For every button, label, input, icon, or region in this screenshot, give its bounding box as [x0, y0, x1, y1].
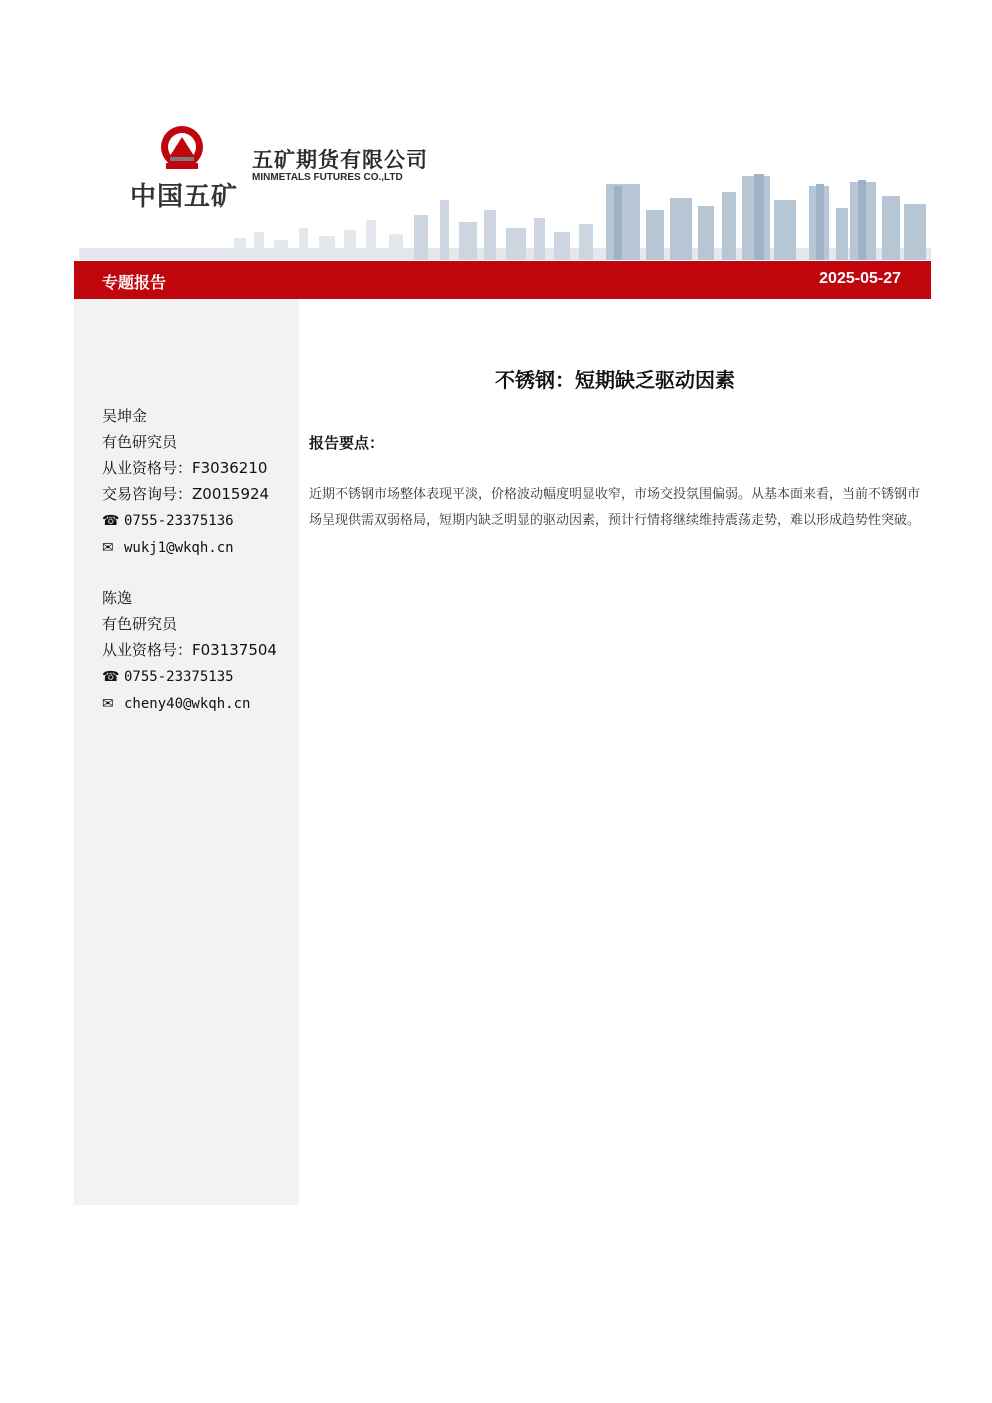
- analyst-phone: [102, 663, 277, 690]
- report-type-bar: [74, 261, 931, 299]
- mail-icon: ✉: [102, 540, 114, 556]
- analyst-role: 有色研究员: [102, 433, 178, 451]
- analyst-sidebar: [74, 299, 299, 1205]
- analyst-phone: [102, 507, 269, 534]
- analyst-card: [102, 403, 269, 561]
- key-points-summary: 近期不锈钢市场整体表现平淡，价格波动幅度明显收窄，市场交投氛围偏弱。从基本面来看，当前不锈钢市场呈现供需双弱格局，短期内缺乏明显的驱动因素，预计行情将继续维持震荡走势，难以形成趋势性突破。: [309, 487, 921, 528]
- group-logo-text: 中国五矿: [130, 182, 239, 212]
- report-date: 2025-05-27: [819, 270, 901, 287]
- email-link[interactable]: wukj1@wkqh.cn: [124, 540, 234, 556]
- report-type-label: 专题报告: [102, 273, 167, 292]
- phone-icon: ☎: [102, 513, 120, 529]
- analyst-qualification: 从业资格号：F03137504: [102, 641, 277, 659]
- analyst-name: 陈逸: [102, 589, 133, 607]
- report-header: [74, 100, 931, 260]
- mail-icon: ✉: [102, 696, 114, 712]
- key-points-heading: 报告要点：: [309, 434, 385, 452]
- china-minmetals-logo: [158, 125, 206, 173]
- company-name-cn: 五矿期货有限公司: [252, 148, 428, 172]
- analyst-advisory-number: 交易咨询号：Z0015924: [102, 485, 270, 503]
- analyst-email: [102, 690, 277, 717]
- analyst-card: [102, 585, 277, 717]
- report-title: 不锈钢：短期缺乏驱动因素: [495, 368, 735, 392]
- phone-icon: ☎: [102, 669, 120, 685]
- phone-number: 0755-23375136: [124, 513, 234, 529]
- analyst-role: 有色研究员: [102, 615, 178, 633]
- phone-number: 0755-23375135: [124, 669, 234, 685]
- analyst-qualification: 从业资格号：F3036210: [102, 459, 268, 477]
- company-name-en: MINMETALS FUTURES CO.,LTD: [252, 172, 403, 183]
- analyst-name: 吴坤金: [102, 407, 148, 425]
- email-link[interactable]: cheny40@wkqh.cn: [124, 696, 251, 712]
- analyst-email: [102, 534, 269, 561]
